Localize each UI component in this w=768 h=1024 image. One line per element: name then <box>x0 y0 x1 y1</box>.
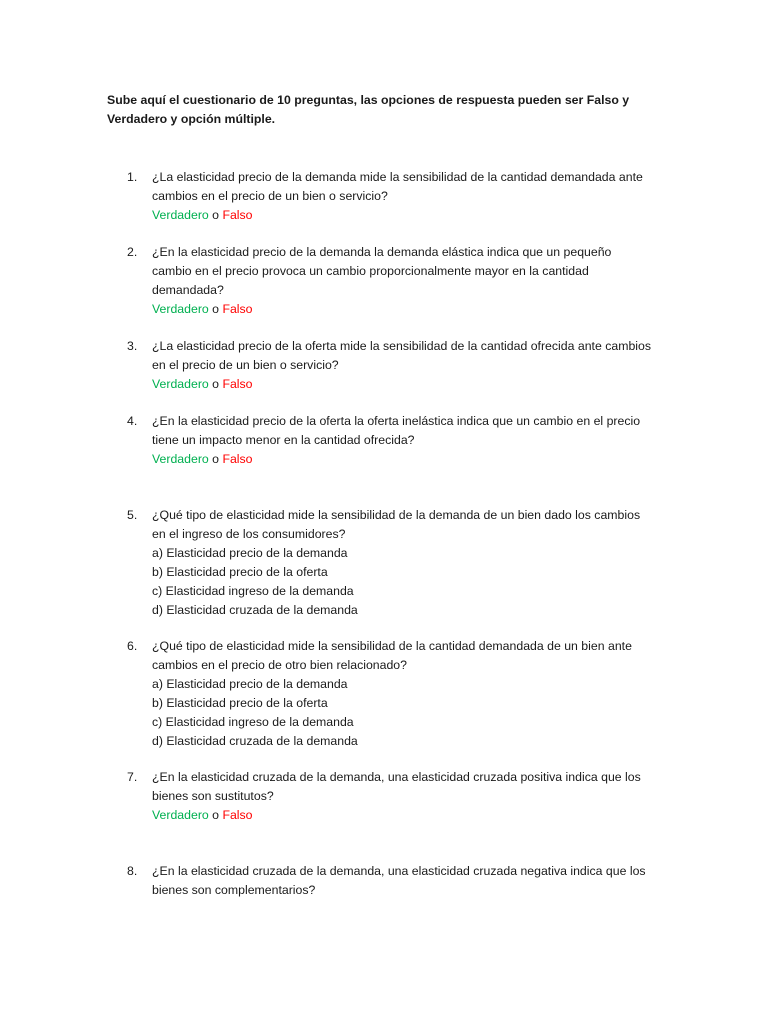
instructions-line-1: Sube aquí el cuestionario de 10 preguntas, las opciones de respuesta pueden ser Falso y <box>107 93 630 107</box>
option-separator: o <box>208 807 223 822</box>
true-false-options <box>152 375 672 394</box>
option-separator: o <box>208 207 223 222</box>
option-true: Verdadero <box>152 301 209 316</box>
question-text-line: ¿La elasticidad precio de la oferta mide la sensibilidad de la cantidad ofrecida ante cambios <box>152 339 652 353</box>
question-text-line: cambios en el precio de otro bien relacionado? <box>152 657 407 672</box>
question-number: 1. <box>127 170 138 184</box>
option-false: Falso <box>222 207 253 222</box>
option-true: Verdadero <box>152 807 209 822</box>
question-6 <box>127 637 672 750</box>
question-text-line: bienes son sustitutos? <box>152 788 274 803</box>
question-text-line: ¿En la elasticidad precio de la oferta la oferta inelástica indica que un cambio en el precio <box>152 414 641 428</box>
question-number: 6. <box>127 639 138 653</box>
option-true: Verdadero <box>152 207 209 222</box>
answer-option-a: a) Elasticidad precio de la demanda <box>152 676 348 691</box>
answer-option-c: c) Elasticidad ingreso de la demanda <box>152 583 354 598</box>
answer-option-b: b) Elasticidad precio de la oferta <box>152 695 328 710</box>
question-text-line: ¿En la elasticidad precio de la demanda la demanda elástica indica que un pequeño <box>152 245 612 259</box>
question-number: 4. <box>127 414 138 428</box>
option-false: Falso <box>222 376 253 391</box>
option-true: Verdadero <box>152 376 209 391</box>
question-7 <box>127 768 672 825</box>
question-text-line: ¿En la elasticidad cruzada de la demanda, una elasticidad cruzada negativa indica que los <box>152 864 646 878</box>
question-text-line: ¿Qué tipo de elasticidad mide la sensibilidad de la cantidad demandada de un bien ante <box>152 639 632 653</box>
true-false-options <box>152 206 672 225</box>
question-text-line: en el precio de un bien o servicio? <box>152 357 339 372</box>
instructions-line-2: Verdadero y opción múltiple. <box>107 112 276 126</box>
question-text-line: ¿Qué tipo de elasticidad mide la sensibilidad de la demanda de un bien dado los cambios <box>152 508 641 522</box>
question-number: 5. <box>127 508 138 522</box>
question-2 <box>127 243 672 319</box>
question-text-line: ¿En la elasticidad cruzada de la demanda, una elasticidad cruzada positiva indica que los <box>152 770 641 784</box>
answer-option-b: b) Elasticidad precio de la oferta <box>152 564 328 579</box>
question-text-line: cambios en el precio de un bien o servicio? <box>152 188 388 203</box>
question-8 <box>127 862 672 900</box>
option-true: Verdadero <box>152 451 209 466</box>
true-false-options <box>152 806 672 825</box>
question-number: 3. <box>127 339 138 353</box>
option-false: Falso <box>222 807 253 822</box>
answer-option-d: d) Elasticidad cruzada de la demanda <box>152 733 358 748</box>
answer-option-a: a) Elasticidad precio de la demanda <box>152 545 348 560</box>
option-separator: o <box>208 451 223 466</box>
question-3 <box>127 337 672 394</box>
question-4 <box>127 412 672 469</box>
option-false: Falso <box>222 451 253 466</box>
question-text-line: bienes son complementarios? <box>152 882 316 897</box>
answer-option-c: c) Elasticidad ingreso de la demanda <box>152 714 354 729</box>
question-1 <box>127 168 672 225</box>
true-false-options <box>152 300 672 319</box>
option-false: Falso <box>222 301 253 316</box>
question-5 <box>127 506 672 619</box>
question-text-line: cambio en el precio provoca un cambio proporcionalmente mayor en la cantidad <box>152 263 589 278</box>
question-text-line: en el ingreso de los consumidores? <box>152 526 346 541</box>
true-false-options <box>152 450 672 469</box>
question-text-line: tiene un impacto menor en la cantidad ofrecida? <box>152 432 415 447</box>
option-separator: o <box>208 301 223 316</box>
question-text-line: ¿La elasticidad precio de la demanda mide la sensibilidad de la cantidad demandada ante <box>152 170 643 184</box>
answer-option-d: d) Elasticidad cruzada de la demanda <box>152 602 358 617</box>
question-number: 7. <box>127 770 138 784</box>
question-number: 2. <box>127 245 138 259</box>
instructions-heading <box>107 91 647 129</box>
question-text-line: demandada? <box>152 282 224 297</box>
question-number: 8. <box>127 864 138 878</box>
option-separator: o <box>208 376 223 391</box>
